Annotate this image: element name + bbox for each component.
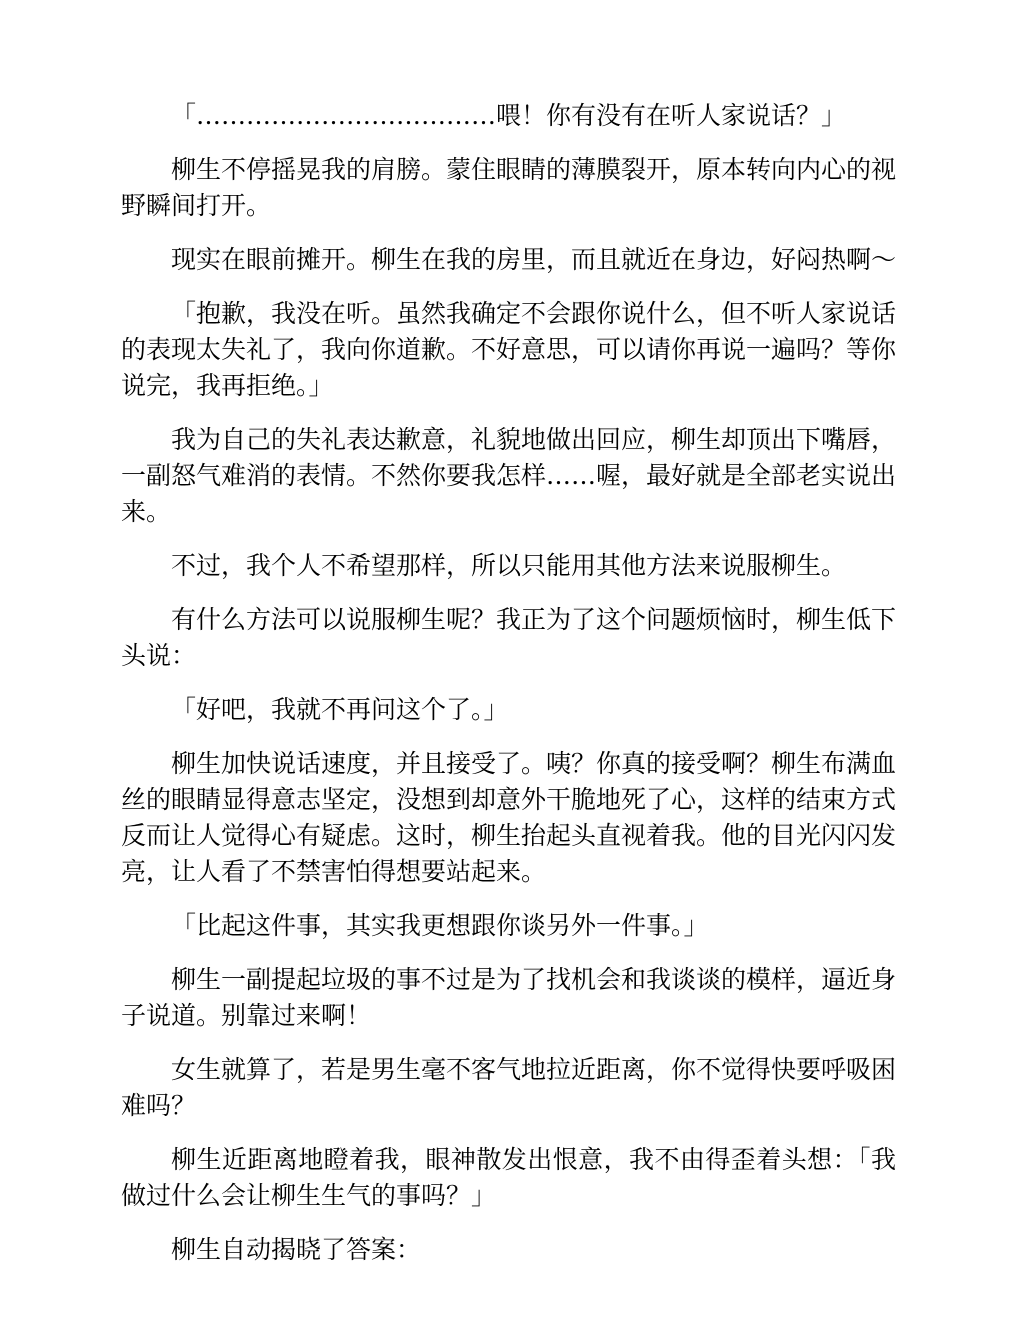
paragraph: 柳生近距离地瞪着我，眼神散发出恨意，我不由得歪着头想：「我做过什么会让柳生生气的事吗？」 [121, 1145, 896, 1210]
paragraph: 「比起这件事，其实我更想跟你谈另外一件事。」 [171, 911, 709, 940]
paragraph: 柳生不停摇晃我的肩膀。蒙住眼睛的薄膜裂开，原本转向内心的视野瞬间打开。 [121, 155, 897, 220]
paragraph: 「好吧，我就不再问这个了。」 [171, 695, 509, 724]
paragraph: 柳生一副提起垃圾的事不过是为了找机会和我谈谈的模样，逼近身子说道。别靠过来啊！ [121, 965, 897, 1030]
paragraph: 有什么方法可以说服柳生呢？我正为了这个问题烦恼时，柳生低下头说： [121, 605, 897, 670]
paragraph: 我为自己的失礼表达歉意，礼貌地做出回应，柳生却顶出下嘴唇，一副怒气难消的表情。不然你要我怎样……喔，最好就是全部老实说出来。 [121, 425, 897, 526]
paragraph: 「………………………………喂！你有没有在听人家说话？」 [171, 101, 847, 130]
paragraph: 女生就算了，若是男生毫不客气地拉近距离，你不觉得快要呼吸困难吗？ [121, 1055, 897, 1120]
document-body [121, 98, 896, 1268]
paragraph: 「抱歉，我没在听。虽然我确定不会跟你说什么，但不听人家说话的表现太失礼了，我向你道歉。不好意思，可以请你再说一遍吗？等你说完，我再拒绝。」 [121, 299, 897, 400]
paragraph: 现实在眼前摊开。柳生在我的房里，而且就近在身边，好闷热啊～ [171, 245, 897, 274]
paragraph: 不过，我个人不希望那样，所以只能用其他方法来说服柳生。 [171, 551, 847, 580]
paragraph: 柳生自动揭晓了答案： [171, 1235, 422, 1264]
paragraph: 柳生加快说话速度，并且接受了。咦？你真的接受啊？柳生布满血丝的眼睛显得意志坚定，没想到却意外干脆地死了心，这样的结束方式反而让人觉得心有疑虑。这时，柳生抬起头直视着我。他的目光闪闪发亮，让人看了不禁害怕得想要站起来。 [121, 749, 897, 886]
